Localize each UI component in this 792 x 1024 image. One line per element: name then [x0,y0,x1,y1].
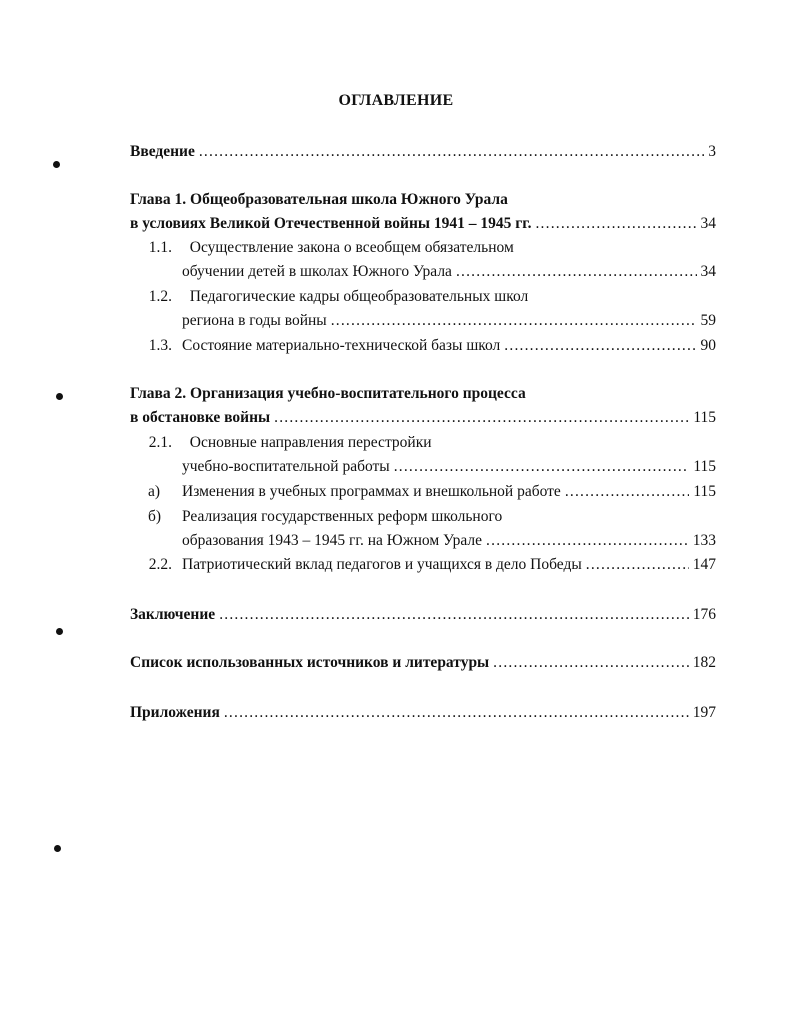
toc-entry-label: Введение [130,143,195,160]
dot-leader [456,260,697,284]
toc-entry-conclusion[interactable] [130,603,716,627]
toc-page-number: 34 [700,215,716,232]
toc-entry-label: Список использованных источников и литературы [130,654,490,671]
toc-entry-label: Патриотический вклад педагогов и учащихся в дело Победы [182,556,582,573]
toc-entry-1-3[interactable] [130,334,716,358]
toc-entry-2-1[interactable] [182,455,716,479]
margin-bullet-icon [56,393,63,400]
toc-entry-1-2[interactable] [182,309,716,333]
section-number: 2.2. [148,556,172,573]
toc-entry-chapter-1[interactable] [130,212,716,236]
section-number: 2.1. [148,434,172,451]
toc-entry-label: Основные направления перестройки [189,434,432,451]
dot-leader [394,455,690,479]
toc-page-number: 182 [692,654,716,671]
toc-entry-label: Реализация государственных реформ школьного [182,508,503,525]
chapter-2-title-line1: Глава 2. Организация учебно-воспитательного процесса [130,385,526,402]
section-number: 1.3. [148,337,172,354]
toc-entry-intro[interactable] [130,140,716,164]
toc-page-number: 59 [700,312,716,329]
toc-page-number: 90 [700,337,716,354]
toc-page-number: 3 [708,143,716,160]
toc-entry-2-1-line1 [130,431,716,455]
section-number: б) [148,508,162,525]
section-number: а) [148,483,161,500]
dot-leader [331,309,697,333]
toc-entry-appendix[interactable] [130,701,716,725]
toc-page-number: 34 [700,263,716,280]
dot-leader [586,553,689,577]
toc-page-number: 115 [693,409,716,426]
toc-entry-2-1-b[interactable] [182,529,716,553]
dot-leader [199,140,704,164]
margin-bullet-icon [53,161,60,168]
section-number: 1.1. [148,239,172,256]
toc-entry-label: Состояние материально-технической базы школ [182,337,501,354]
toc-entry-1-1-line1 [130,236,716,260]
toc-page-number: 197 [692,704,716,721]
margin-bullet-icon [54,845,61,852]
chapter-1-title-line1: Глава 1. Общеобразовательная школа Южного Урала [130,191,508,208]
dot-leader [504,334,696,358]
toc-page-number: 115 [693,483,716,500]
dot-leader [224,701,689,725]
dot-leader [493,651,689,675]
toc-entry-sources[interactable] [130,651,716,675]
toc-entry-label: Осуществление закона о всеобщем обязательном [189,239,514,256]
toc-entry-1-2-line1 [130,285,716,309]
toc-entry-label: Педагогические кадры общеобразовательных школ [189,288,529,305]
toc-entry-chapter-2[interactable] [130,406,716,430]
toc-page-number: 133 [692,532,716,549]
margin-bullet-icon [56,628,63,635]
toc-page-number: 115 [693,458,716,475]
page-title: ОГЛАВЛЕНИЕ [338,92,454,109]
toc-page-number: 176 [692,606,716,623]
toc-entry-label: образования 1943 – 1945 гг. на Южном Урале [182,532,483,549]
dot-leader [219,603,689,627]
toc-entry-label: Приложения [130,704,220,721]
toc-entry-2-1-b-line1 [130,505,716,529]
toc-entry-label: учебно-воспитательной работы [182,458,390,475]
toc-entry-label: Заключение [130,606,216,623]
dot-leader [565,480,690,504]
dot-leader [535,212,696,236]
toc-entry-label: в обстановке войны [130,409,271,426]
toc-entry-label: в условиях Великой Отечественной войны 1941 – 1945 гг. [130,215,532,232]
toc-entry-2-2[interactable] [130,553,716,577]
dot-leader [274,406,689,430]
toc-entry-label: Изменения в учебных программах и внешкольной работе [182,483,561,500]
dot-leader [486,529,689,553]
toc-entry-label: региона в годы войны [182,312,327,329]
toc-entry-2-1-a[interactable] [130,480,716,504]
toc-entry-1-1[interactable] [182,260,716,284]
toc-page-number: 147 [692,556,716,573]
section-number: 1.2. [148,288,172,305]
toc-entry-label: обучении детей в школах Южного Урала [182,263,452,280]
